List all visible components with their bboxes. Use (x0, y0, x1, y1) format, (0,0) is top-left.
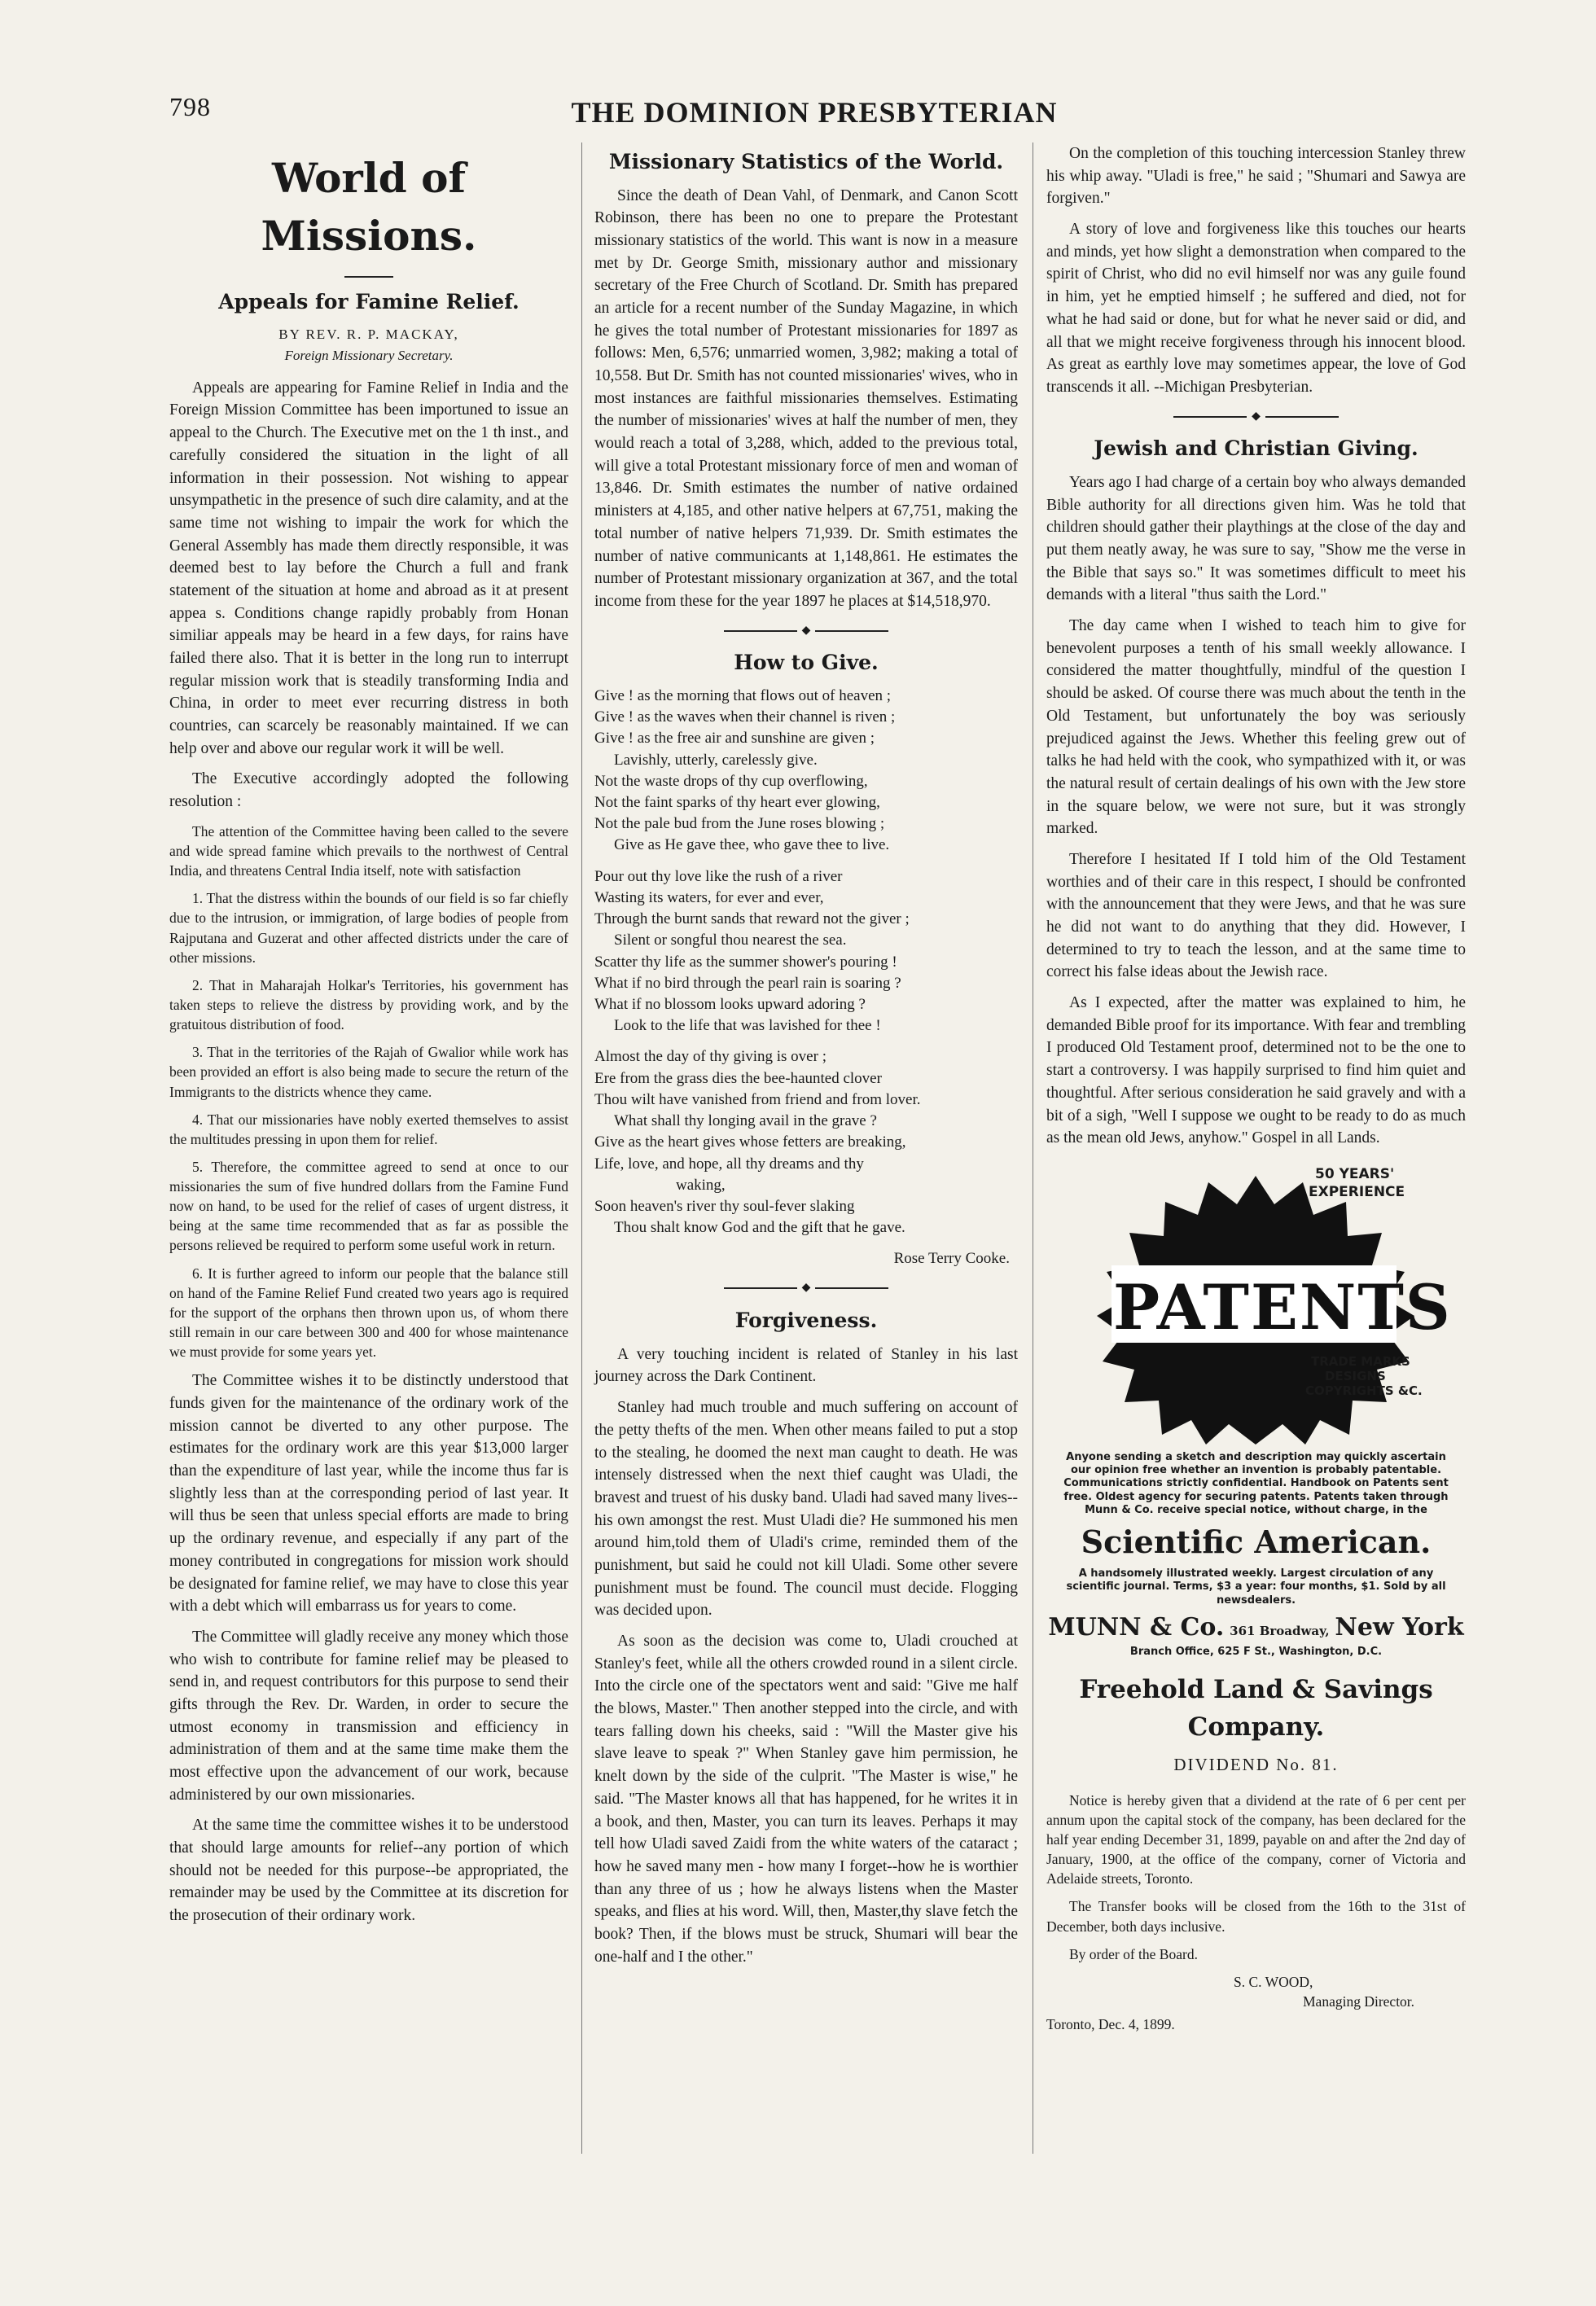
signatory-title: Managing Director. (1303, 1993, 1415, 2010)
poem-line: Thou wilt have vanished from friend and from lover. (594, 1090, 921, 1108)
paragraph: The Committee will gladly receive any money which those who wish to contribute for famine relief may be pleased to send in, and request contributors for this purpose to send their gifts through the Rev. Dr. Warden, in order to secure the utmost economy in transmission and efficiency in administration of them and at the same time make them the most effective upon the advancement of our work, because administered by our own missionaries. (169, 1628, 568, 1804)
paragraph: Years ago I had charge of a certain boy who always demanded Bible authority for all directions given him. Was he told that children should gather their playthings at the close of the day and put them neatly away, he was sure to say, "Show me the verse in the Bible that says so." It was sometimes difficult to meet his demands with a literal "thus saith the Lord." (1046, 473, 1466, 604)
article-heading: Appeals for Famine Relief. (218, 290, 520, 313)
newspaper-page (155, 77, 1474, 2162)
poem-line: Look to the life that was lavished for thee ! (614, 1017, 881, 1035)
rule (344, 276, 393, 278)
ornament-divider: ◆ (594, 1280, 1018, 1296)
resolution-item: 4. That our missionaries have nobly exerted themselves to assist the multitudes pressing in upon them for relief. (169, 1111, 568, 1147)
poem-line: Give ! as the morning that flows out of heaven ; (594, 686, 892, 704)
paragraph: Notice is hereby given that a dividend at the rate of 6 per cent per annum upon the capital stock of the company, has been declared for the half year ending December 31, 1899, payable on and after the 2nd day of January, 1900, at the office of the company, corner of Victoria and Adelaide streets, Toronto. (1046, 1791, 1466, 1887)
section-title: World of Missions. (261, 154, 477, 260)
poem-line: Give as He gave thee, who gave thee to live. (614, 836, 890, 854)
poem-line: Not the waste drops of thy cup overflowing, (594, 772, 868, 790)
notice-heading: Freehold Land & Savings (1079, 1674, 1433, 1704)
paragraph: The Committee wishes it to be distinctly understood that funds given for the maintenance of the ordinary work of the mission cannot be diverted to any other purpose. The estimates for the ordinary work are this year $13,000 larger than the expenditure of last year, while the income thus far is slightly less than at the corresponding period of last year. It will thus be seen that unless special efforts are made to bring up the ordinary revenue, and especially if any part of the money contributed in congregations for mission work should be designated for famine relief, we may have to close this year with a debt which will embarrass us for years to come. (169, 1372, 568, 1616)
poem-line: Almost the day of thy giving is over ; (594, 1048, 826, 1066)
paragraph: The day came when I wished to teach him to give for benevolent purposes a tenth of his small weekly allowance. I considered the matter thoughtfully, mindful of the question I should be asked. Of course there was much about the tenth in the Old Testament, but unfortunately the boy was seriously prejudiced against the Jews. Whether this feeling grew out of talks he had held with the cook, who sympathized with it, or was the natural result of certain dealings of his own with the Jew store in the square below, we were not sure, but it was strongly marked. (1046, 617, 1466, 838)
masthead: THE DOMINION PRESBYTERIAN (571, 96, 1058, 129)
poem-line: What if no blossom looks upward adoring ? (594, 996, 866, 1013)
poem-line: Give ! as the waves when their channel is riven ; (594, 708, 896, 726)
ad-patents: PATENTS (1113, 1270, 1452, 1344)
poem-line: Wasting its waters, for ever and ever, (594, 888, 824, 906)
poem-line: Lavishly, utterly, carelessly give. (614, 751, 818, 769)
ad-body: Anyone sending a sketch and description may quickly ascertain our opinion free whether an invention is probably patentable. Communications strictly confidential. Handbook on Patents sent free. Oldest agency for securing patents. Patents taken through Munn & Co. receive special notice, without charge, in the (1063, 1450, 1449, 1516)
patents-advertisement (1046, 1160, 1466, 1445)
resolution-item: 6. It is further agreed to inform our people that the balance still on hand of the Famine Relief Fund created two years ago is required for the support of the orphans then thrown upon us, of whom there still remain in our care between 300 and 400 for whose maintenance we must provide for some years yet. (169, 1265, 568, 1361)
ad-years: 50 YEARS' (1315, 1165, 1395, 1182)
ad-experience: EXPERIENCE (1309, 1183, 1405, 1200)
poem-line: Silent or songful thou nearest the sea. (614, 932, 847, 949)
poem-line: Scatter thy life as the summer shower's pouring ! (594, 953, 897, 971)
paragraph: At the same time the committee wishes it to be understood that should large amounts for relief--any portion of which should not be needed for this purpose--be appropriated, the remainder may be used by the Committee at its discretion for the prosecution of their ordinary work. (169, 1817, 568, 1925)
poem-line: Give as the heart gives whose fetters are breaking, (594, 1133, 906, 1151)
paragraph: By order of the Board. (1069, 1945, 1198, 1962)
article-heading: How to Give. (734, 651, 879, 675)
paragraph: The Transfer books will be closed from the 16th to the 31st of December, both days inclusive. (1046, 1898, 1466, 1935)
poem-line: Soon heaven's river thy soul-fever slaking (594, 1197, 855, 1215)
ad-munn: MUNN & Co. (1048, 1612, 1225, 1642)
notice-heading-company: Company. (1187, 1712, 1325, 1742)
ad-weekly: A handsomely illustrated weekly. Largest circulation of any scientific journal. Terms, $3 a year: four months, $1. Sold by all newsdealers. (1066, 1567, 1446, 1607)
poem-line: Not the faint sparks of thy heart ever glowing, (594, 794, 880, 812)
poem-line: Life, love, and hope, all thy dreams and thy (594, 1155, 864, 1173)
ad-branch: Branch Office, 625 F St., Washington, D.C. (1129, 1646, 1383, 1659)
ad-munn-line (1046, 1611, 1466, 1646)
ad-newyork: New York (1335, 1612, 1464, 1642)
poem-line: Pour out thy love like the rush of a river (594, 867, 843, 885)
column-rule (581, 142, 582, 2154)
article-heading: Forgiveness. (734, 1309, 878, 1333)
poem-stanza (594, 686, 1018, 857)
resolution-item: 2. That in Maharajah Holkar's Territories, his government has taken steps to relieve the distress by providing work, and by the gratuitous distribution of food. (169, 976, 568, 1033)
poem-line: Thou shalt know God and the gift that he gave. (614, 1219, 905, 1237)
poem-line: What shall thy longing avail in the grave ? (614, 1112, 877, 1130)
byline-title: Foreign Missionary Secretary. (284, 347, 454, 363)
poem-line: waking, (676, 1176, 726, 1194)
ad-scientific-american: Scientific American. (1081, 1523, 1432, 1561)
ad-broadway: 361 Broadway, (1230, 1623, 1330, 1638)
signature-block (1234, 1972, 1466, 2011)
dateline: Toronto, Dec. 4, 1899. (1046, 2016, 1175, 2033)
paragraph: A story of love and forgiveness like this touches our hearts and minds, yet how slight a demonstration when compared to the spirit of Christ, who did no evil himself nor was any guile found in him, yet he emptied himself ; he suffered and died, not for what he had said or done, but for what he never said or did, and all that we might receive forgiveness through his innocent blood. As great as earthly love may sometimes appear, the love of God transcends it all. --Michigan Presbyterian. (1046, 221, 1466, 396)
column-2 (594, 142, 1018, 1976)
ad-trademarks: TRADE MARKS (1311, 1353, 1410, 1369)
paragraph: Appeals are appearing for Famine Relief in India and the Foreign Mission Committee has been importuned to issue an appeal to the Church. The Executive met on the 1 th inst., and carefully considered the situation in the light of all information in their possession. Not wishing to appear unsympathetic in the presence of such dire calamity, and at the same time not wishing to impair the work for which the General Assembly has made them directly responsible, it was deemed best to lay before the Church a full and frank statement of the situation at home and abroad as it at present appea s. Conditions change rapidly probably from Honan similiar appeals may be heard in a few days, for rains have failed there also. That it is better in the long run to interrupt regular mission work that is steadily transforming India and China, in order to meet ever recurring distress in both countries, can scarcely be reasonably maintained. If we can help over and above our regular work it will be well. (169, 379, 568, 757)
paragraph: On the completion of this touching intercession Stanley threw his whip away. "Uladi is free," he said ; "Shumari and Sawya are forgiven." (1046, 145, 1466, 208)
ad-copyrights: COPYRIGHTS &C. (1305, 1383, 1423, 1398)
dividend-number: DIVIDEND No. 81. (1173, 1754, 1339, 1774)
resolution-item: 5. Therefore, the committee agreed to send at once to our missionaries the sum of five hundred dollars from the Famine Fund now on hand, to be used for the relief of cases of urgent distress, it being at the same time recommended that as far as possible the persons relieved be required to perform some useful work in return. (169, 1158, 568, 1254)
page-number: 798 (169, 92, 211, 121)
poem-line: Through the burnt sands that reward not the giver ; (594, 910, 910, 928)
ad-designs: DESIGNS (1325, 1368, 1386, 1383)
poem-line: Not the pale bud from the June roses blowing ; (594, 815, 885, 833)
paragraph: As I expected, after the matter was explained to him, he demanded Bible proof for its importance. With fear and trembling I produced Old Testament proof, determined not to be the one to start a controversy. I was happily surprised to find him quiet and thoughtful. After serious consideration he said gravely and with a bit of a sigh, "Well I suppose we ought to be ready to do as much as the mean old Jews, anyhow." Gospel in all Lands. (1046, 994, 1466, 1147)
paragraph: The Executive accordingly adopted the following resolution : (169, 770, 568, 811)
resolution-item: 1. That the distress within the bounds of our field is so far chiefly due to the intrusion, or immigration, of large bodies of people from Rajputana and Guzerat and other affected districts under the care of other missions. (169, 890, 568, 966)
paragraph: A very touching incident is related of Stanley in his last journey across the Dark Continent. (594, 1345, 1018, 1386)
paragraph: As soon as the decision was come to, Uladi crouched at Stanley's feet, while all the others crowded round in a silent circle. Into the circle one of the spectators went and said: "Give me half the blows, Master." Then another stepped into the circle, and with tears falling down his cheeks, said : "Will the Master give his slave leave to speak ?" When Stanley gave him permission, he knelt down by the side of the culprit. "The Master is wise," he said. "The Master knows all that has happened, for he writes it in a book, and then, Master, you can turn its leaves. Perhaps it may tell how Uladi saved Zaidi from the white waters of the cataract ; how he saved many men - how many I forget--how he is worthier than any three of us ; how he always listens when the Master speaks, and flies at his word. Will, then, Master,thy slave fetch the book? Then, if the blows must be struck, Shumari will bear the one-half and I the other." (594, 1633, 1018, 1966)
byline: BY REV. R. P. MACKAY, (278, 326, 459, 342)
paragraph: Therefore I hesitated If I told him of the Old Testament worthies and of their care in this respect, I should be confronted with the announcement that they were Jews, and that he was sure he did not want to do anything that they did. However, I determined to try to teach the lesson, and at the same time to correct his false ideas about the Jewish race. (1046, 850, 1466, 981)
resolution-text: The attention of the Committee having been called to the severe and wide spread famine which prevails to the northwest of Central India, and threatens Central India itself, note with satisfaction (169, 822, 568, 879)
column-3 (1046, 142, 1466, 2034)
poem-stanza (594, 1046, 1018, 1238)
article-heading: Missionary Statistics of the World. (608, 150, 1004, 173)
ornament-divider: ◆ (1046, 409, 1466, 425)
paragraph: Since the death of Dean Vahl, of Denmark, and Canon Scott Robinson, there has been no one to prepare the Protestant missionary statistics of the world. This want is now in a measure met by Dr. George Smith, missionary author and missionary secretary of the Free Church of Scotland. Dr. Smith has prepared an article for a recent number of the Sunday Magazine, in which he gives the total number of Protestant missionaries for 1897 as follows: Men, 6,576; unmarried women, 3,982; making a total of 10,558. But Dr. Smith has not counted missionaries' wives, who in most instances are faithful missionaries themselves. Estimating the number of missionaries' wives at half the number of men, they would reach a total of 3,288, which, added to the previous total, will give a total Protestant missionary force of men and woman of 13,846. Dr. Smith estimates the number of native ordained ministers at 4,185, and other native helpers at 67,751, making the total number of native helpers 71,939. Dr. Smith estimates the number of native communicants at 1,148,861. He estimates the number of Protestant missionary organization at 367, and the total income from these for the year 1897 he places at $14,518,970. (594, 186, 1018, 610)
poem-author: Rose Terry Cooke. (893, 1250, 1010, 1268)
poem-line: What if no bird through the pearl rain is soaring ? (594, 974, 901, 992)
resolution-item: 3. That in the territories of the Rajah of Gwalior while work has been provided an effort is also being made to secure the return of the Immigrants to the districts whence they came. (169, 1044, 568, 1100)
ornament-divider: ◆ (594, 623, 1018, 639)
signatory-name: S. C. WOOD, (1234, 1973, 1313, 1990)
column-1 (169, 142, 568, 1936)
poem-stanza (594, 866, 1018, 1037)
poem-line: Give ! as the free air and sunshine are given ; (594, 730, 875, 747)
paragraph: Stanley had much trouble and much suffering on account of the petty thefts of the men. When other means failed to put a stop to the stealing, he doomed the next man caught to death. He was intensely distressed when the next thief caught was Uladi, the bravest and truest of his dusky band. Uladi had saved many lives--his own amongst the rest. Must Uladi die? He summoned his men around him,told them of Uladi's crime, reminded them of the punishment, but said he could not kill Uladi. Some other severe punishment must be found. The council must decide. Flogging was decided upon. (594, 1399, 1018, 1620)
poem-line: Ere from the grass dies the bee-haunted clover (594, 1069, 882, 1087)
article-heading: Jewish and Christian Giving. (1094, 436, 1418, 461)
